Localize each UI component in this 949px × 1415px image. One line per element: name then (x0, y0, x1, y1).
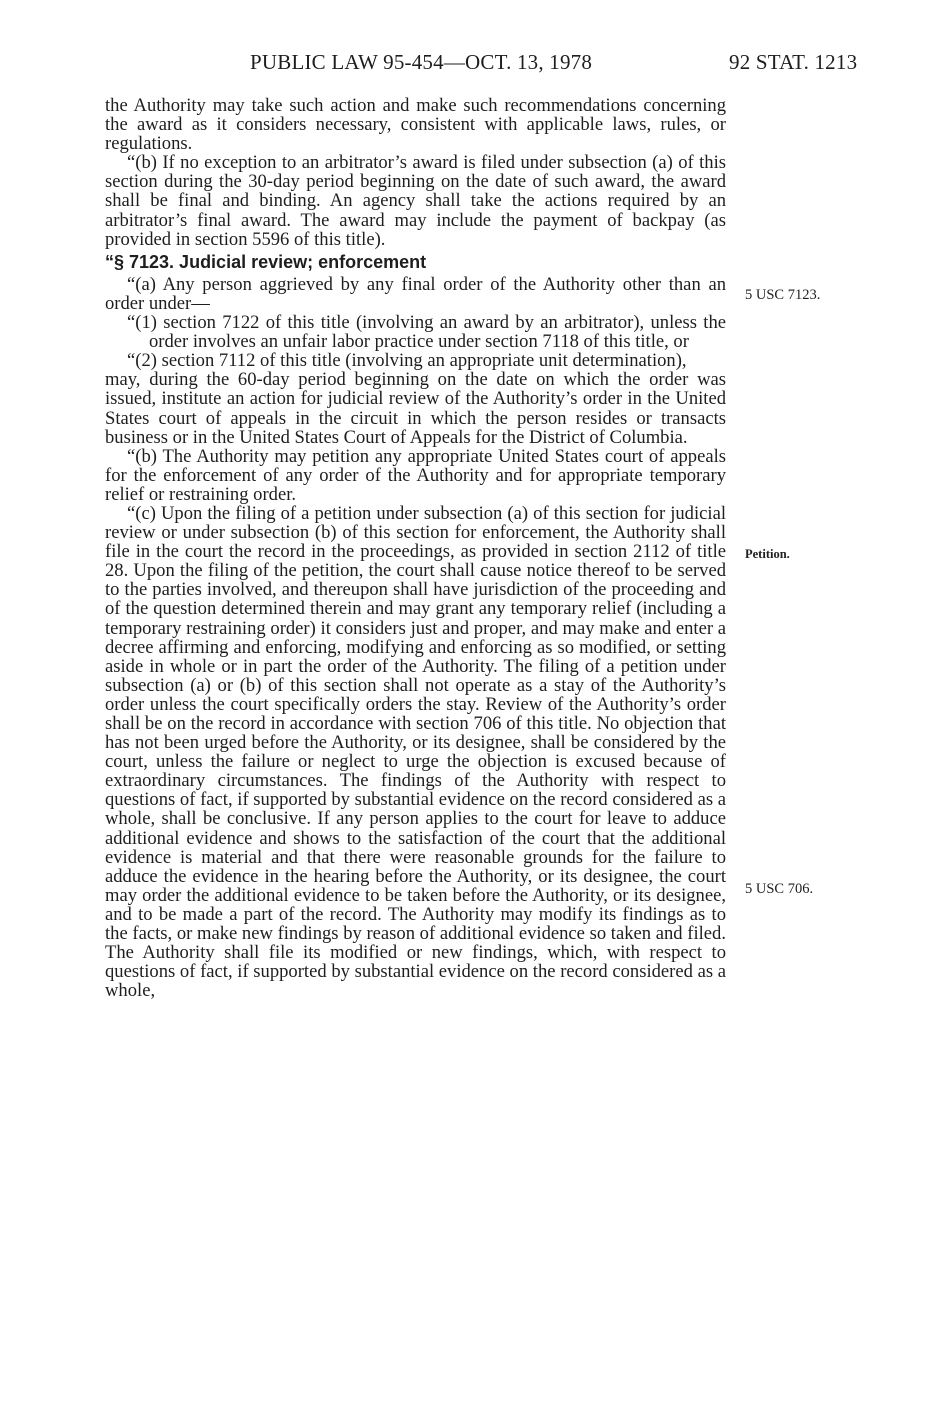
margin-note-petition: Petition. (745, 547, 790, 561)
paragraph-7123-b: “(b) The Authority may petition any appropriate United States court of appeals for the enforcement of any order of the Authority and for appropriate temporary relief or restraining order. (105, 445, 726, 505)
paragraph-7123-a-continued: may, during the 60-day period beginning on the date on which the order was issued, institute an action for judicial review of the Authority’s order in the United States court of appeals in the circuit in which the person resides or transacts business or in the United States Court of Appeals for the District of Columbia. (105, 369, 726, 448)
paragraph-7123-c: “(c) Upon the filing of a petition under subsection (a) of this section for judicial review or under subsection (b) of this section for enforcement, the Authority shall file in the court the record in the proceedings, as provided in section 2112 of title 28. Upon the filing of the petition, the court shall cause notice thereof to be served to the parties involved, and thereupon shall have jurisdiction of the proceeding and of the question determined therein and may grant any temporary relief (including a temporary restraining order) it considers just and proper, and may make and enter a decree affirming and enforcing, modifying and enforcing as so modified, or setting aside in whole or in part the order of the Authority. The filing of a petition under subsection (a) or (b) of this section shall not operate as a stay of the Authority’s order unless the court specifically orders the stay. Review of the Authority’s order shall be on the record in accordance with section 706 of this title. No objection that has not been urged before the Authority, or its designee, shall be considered by the court, unless the failure or neglect to urge the objection is excused because of extraordinary circumstances. The findings of the Authority with respect to questions of fact, if supported by substantial evidence on the record considered as a whole, shall be conclusive. If any person applies to the court for leave to adduce additional evidence and shows to the satisfaction of the court that the additional evidence is material and that there were reasonable grounds for the failure to adduce the evidence in the hearing before the Authority, or its designee, the court may order the additional evidence to be taken before the Authority, or its designee, and to be made a part of the record. The Authority may modify its findings as to the facts, or make new findings by reason of additional evidence so taken and filed. The Authority shall file its modified or new findings, which, with respect to questions of fact, if supported by substantial evidence on the record considered as a whole, (105, 502, 726, 1002)
clause-7123-a-1: “(1) section 7122 of this title (involving an award by an arbitrator), unless the order involves an unfair labor practice under section 7118 of this title, or (127, 312, 726, 353)
margin-note-5-usc-7123: 5 USC 7123. (745, 287, 821, 303)
statute-page-number: 92 STAT. 1213 (729, 50, 858, 74)
section-heading-7123: “§ 7123. Judicial review; enforcement (105, 251, 427, 272)
running-header-title: PUBLIC LAW 95-454—OCT. 13, 1978 (250, 50, 593, 74)
paragraph-7123-a: “(a) Any person aggrieved by any final order of the Authority other than an order under— (105, 273, 726, 314)
page-body (105, 96, 726, 1000)
margin-note-5-usc-706: 5 USC 706. (745, 881, 814, 897)
clause-7123-a-2: “(2) section 7112 of this title (involving an appropriate unit determination), (127, 350, 687, 372)
paragraph-7122-b: “(b) If no exception to an arbitrator’s award is filed under subsection (a) of this section during the 30-day period beginning on the date of such award, the award shall be final and binding. An agency shall take the actions required by an arbitrator’s final award. The award may include the payment of backpay (as provided in section 5596 of this title). (105, 152, 726, 250)
paragraph-continued: the Authority may take such action and make such recommendations concerning the award as it considers necessary, consistent with applicable laws, rules, or regulations. (105, 95, 726, 155)
